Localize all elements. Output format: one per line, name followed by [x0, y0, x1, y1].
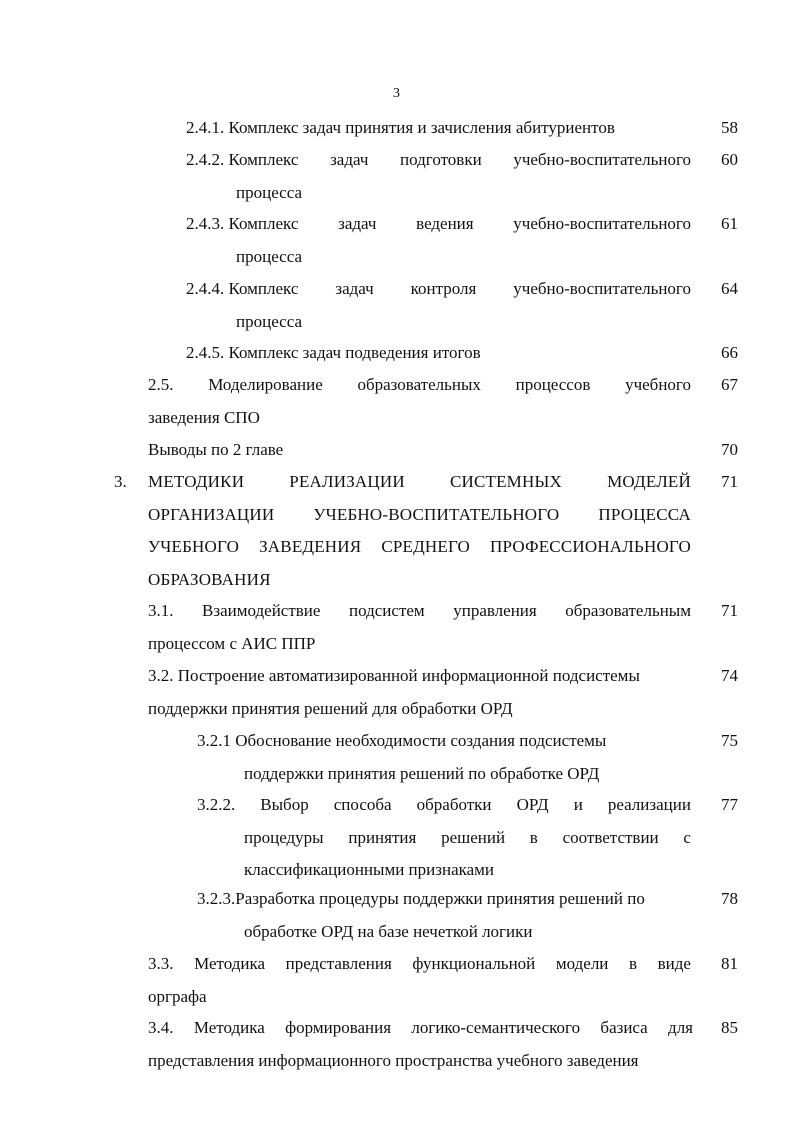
toc-word: ЗАВЕДЕНИЯ [259, 537, 362, 556]
toc-entry-3-4 [148, 1012, 693, 1077]
toc-word: ОРД [516, 795, 549, 814]
toc-word: ПРОЦЕССА [598, 504, 691, 524]
toc-word: в [529, 827, 538, 847]
toc-page: 66 [721, 343, 738, 362]
toc-word: подготовки [400, 150, 482, 169]
toc-word: Моделирование [208, 375, 323, 394]
toc-page: 60 [721, 150, 738, 169]
toc-chapter-number: 3. [114, 472, 127, 491]
toc-entry-2-4-5 [186, 337, 696, 370]
toc-number: 3.2.3. [197, 889, 236, 908]
toc-page: 71 [721, 472, 738, 491]
toc-word: Взаимодействие [202, 601, 321, 620]
toc-word: учебно-воспитательного [513, 279, 691, 298]
toc-word: ведения [416, 214, 474, 233]
toc-title-cont: процесса [236, 182, 303, 202]
toc-number: 2.4.2. [186, 150, 225, 169]
toc-word: задач [330, 150, 369, 169]
toc-number: 3.1. [148, 601, 174, 620]
toc-title-cont: процесса [236, 246, 303, 266]
toc-word: СРЕДНЕГО [381, 537, 471, 556]
toc-page: 70 [721, 440, 738, 459]
toc-page: 61 [721, 214, 738, 233]
toc-title-cont: процесса [236, 311, 303, 331]
toc-number: 3.2.2. [197, 795, 236, 814]
toc-word: Комплекс [228, 150, 299, 169]
toc-page: 78 [721, 889, 738, 908]
toc-entry-2-4-3 [186, 208, 691, 273]
toc-entry-conclusions-2 [148, 434, 691, 467]
toc-number: 2.4.1. [186, 118, 225, 137]
toc-word: представления [285, 954, 392, 973]
toc-title: Комплекс задач подведения итогов [228, 343, 481, 362]
toc-word: базиса [600, 1018, 648, 1037]
toc-page: 81 [721, 954, 738, 973]
toc-page: 74 [721, 666, 738, 685]
toc-entry-chapter-3 [148, 466, 691, 596]
toc-entry-2-4-1 [186, 112, 696, 145]
toc-word: образовательных [357, 375, 481, 394]
toc-word: принятия [348, 827, 417, 847]
toc-word: УЧЕБНОГО [148, 537, 240, 556]
toc-title-cont: поддержки принятия решений для обработки ОРД [148, 698, 513, 718]
toc-word: способа [333, 795, 392, 814]
toc-word: образовательным [565, 601, 691, 620]
toc-number: 2.5. [148, 375, 174, 394]
toc-word: и [573, 795, 583, 814]
toc-word: МОДЕЛЕЙ [607, 472, 691, 491]
toc-word: модели [555, 954, 609, 973]
toc-word: Методика [194, 954, 266, 973]
toc-entry-3-3 [148, 948, 691, 1013]
toc-word: Комплекс [228, 214, 299, 233]
toc-number: 3.2.1 [197, 731, 231, 750]
toc-word: Выбор [260, 795, 309, 814]
toc-word: процедуры [244, 827, 324, 847]
toc-word: учебно-воспитательного [513, 150, 691, 169]
toc-title-cont: поддержки принятия решений по обработке ОРД [244, 763, 600, 783]
toc-word: подсистем [349, 601, 425, 620]
toc-title-cont: заведения СПО [148, 407, 260, 427]
toc-word: реализации [607, 795, 691, 814]
toc-entry-2-5 [148, 369, 691, 434]
toc-title: Разработка процедуры поддержки принятия решений по [235, 889, 645, 908]
toc-entry-3-2 [148, 660, 693, 725]
toc-word: виде [657, 954, 691, 973]
toc-page: 77 [721, 795, 738, 814]
toc-word: УЧЕБНО-ВОСПИТАТЕЛЬНОГО [313, 504, 560, 524]
toc-word: с [683, 827, 691, 847]
toc-entry-3-2-3 [197, 883, 691, 948]
toc-word: управления [453, 601, 537, 620]
toc-entry-3-2-2 [197, 789, 691, 887]
toc-page: 64 [721, 279, 738, 298]
toc-title: Выводы по 2 главе [148, 440, 284, 459]
toc-page: 85 [721, 1018, 738, 1037]
toc-title: 3.2. Построение автоматизированной информационной подсистемы [148, 666, 640, 685]
toc-word: контроля [410, 279, 477, 298]
toc-entry-3-2-1 [197, 725, 691, 790]
toc-word: процессов [515, 375, 591, 394]
toc-word: решений [441, 827, 506, 847]
toc-word: формирования [285, 1018, 392, 1037]
toc-title-cont: классификационными признаками [244, 860, 495, 879]
toc-word: для [668, 1018, 693, 1037]
toc-word: Комплекс [228, 279, 299, 298]
toc-word: РЕАЛИЗАЦИИ [289, 472, 405, 491]
toc-word: ПРОФЕССИОНАЛЬНОГО [490, 537, 691, 556]
toc-word: учебного [625, 375, 691, 394]
toc-word: Методика [193, 1018, 265, 1037]
toc-title: Обоснование необходимости создания подсистемы [235, 731, 607, 750]
toc-title-cont: обработке ОРД на базе нечеткой логики [244, 921, 533, 941]
toc-word: функциональной [412, 954, 536, 973]
toc-page: 58 [721, 118, 738, 137]
toc-word: учебно-воспитательного [513, 214, 691, 233]
toc-entry-2-4-4 [186, 273, 691, 338]
toc-title-cont: орграфа [148, 986, 207, 1006]
toc-word: ОРГАНИЗАЦИИ [148, 504, 275, 524]
toc-number: 3.4. [148, 1018, 174, 1037]
toc-word: в [629, 954, 638, 973]
toc-word: соответствии [562, 827, 659, 847]
toc-number: 2.4.5. [186, 343, 225, 362]
page-number: 3 [393, 86, 400, 101]
toc-page: 67 [721, 375, 738, 394]
toc-entry-3-1 [148, 595, 691, 660]
toc-title-cont: процессом с АИС ППР [148, 633, 316, 653]
toc-word: обработки [416, 795, 492, 814]
toc-word: СИСТЕМНЫХ [449, 472, 562, 491]
toc-number: 3.3. [148, 954, 174, 973]
toc-word: задач [338, 214, 377, 233]
toc-title-cont: представления информационного пространства учебного заведения [148, 1050, 639, 1070]
toc-word: задач [335, 279, 374, 298]
toc-number: 2.4.4. [186, 279, 225, 298]
toc-title-cont: ОБРАЗОВАНИЯ [148, 569, 271, 589]
toc-entry-2-4-2 [186, 144, 691, 209]
toc-word: МЕТОДИКИ [148, 472, 245, 491]
toc-title: Комплекс задач принятия и зачисления абитуриентов [228, 118, 615, 137]
toc-page: 71 [721, 601, 738, 620]
toc-word: логико-семантического [411, 1018, 581, 1037]
toc-number: 2.4.3. [186, 214, 225, 233]
toc-page: 75 [721, 731, 738, 750]
